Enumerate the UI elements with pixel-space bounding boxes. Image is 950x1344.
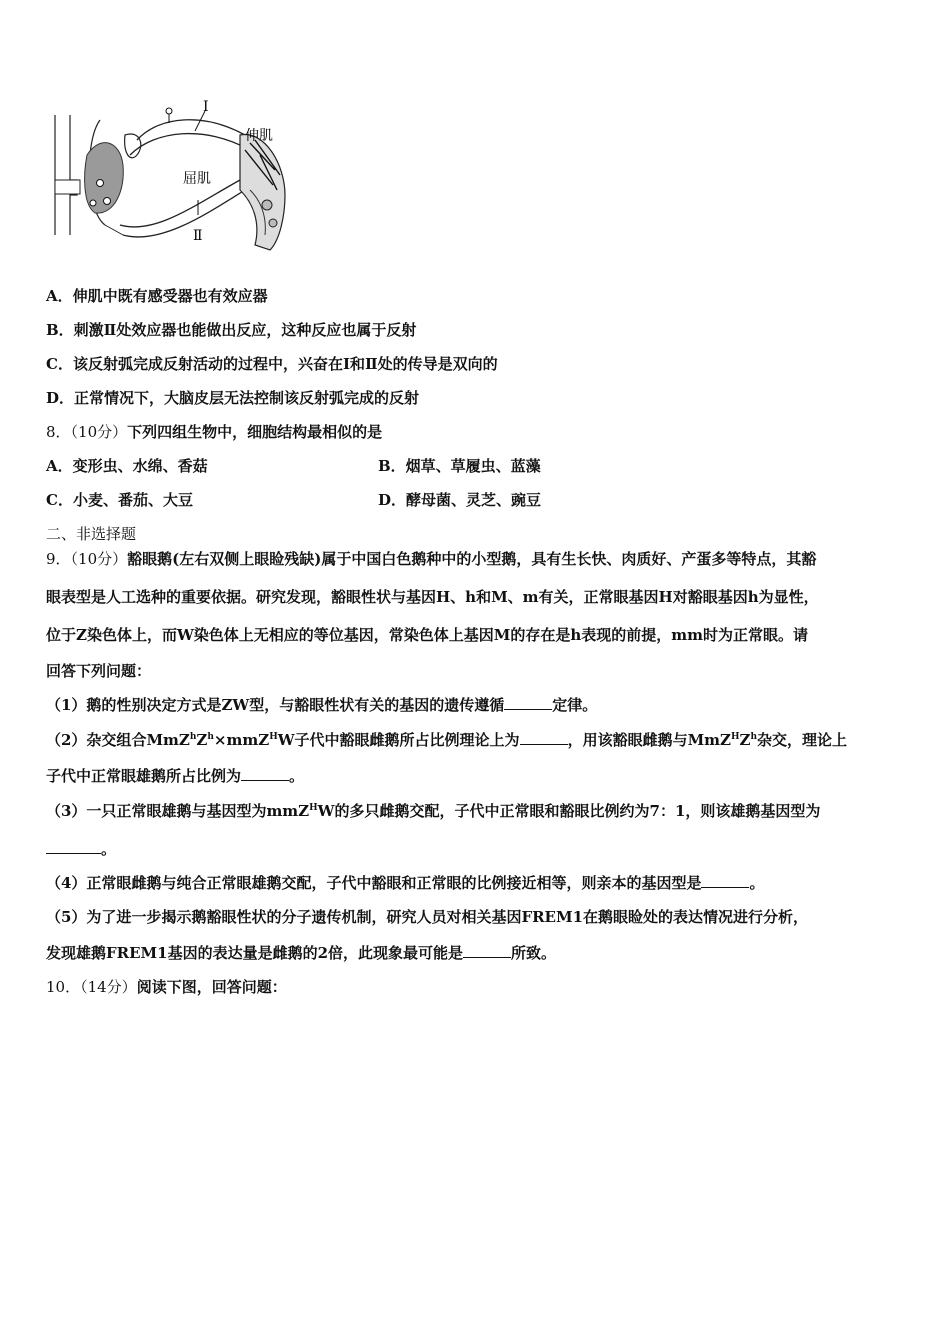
label-I: Ⅰ [203, 99, 209, 115]
sup-H: H [309, 803, 318, 813]
q9-part2 [46, 729, 847, 751]
q9-part2-a: （2）杂交组合MmZ [46, 731, 190, 749]
q9-part5-end: 所致。 [511, 944, 557, 962]
q9-part4-text: （4）正常眼雌鹅与纯合正常眼雄鹅交配，子代中豁眼和正常眼的比例接近相等，则亲本的基因型是 [46, 874, 702, 892]
q7-option-a: A．伸肌中既有感受器也有效应器 [46, 287, 268, 305]
answer-blank[interactable] [520, 730, 568, 745]
q8-option-a: A．变形虫、水绵、香菇 [46, 457, 208, 475]
q9-part2-g: 杂交，理论上 [757, 731, 848, 749]
q9-part1 [46, 694, 597, 716]
q8-number: 8．（10分） [46, 423, 128, 441]
sup-H: H [731, 732, 740, 742]
q10-text: 阅读下图，回答问题： [136, 978, 287, 996]
q8-option-c: C．小麦、番茄、大豆 [46, 491, 193, 509]
q9-text-1: 豁眼鹅(左右双侧上眼睑残缺)属于中国白色鹅种中的小型鹅，具有生长快、肉质好、产蛋多等特点，其豁 [127, 550, 817, 568]
q9-part2-line2-text: 子代中正常眼雄鹅所占比例为 [46, 767, 242, 785]
q7-option-c: C．该反射弧完成反射活动的过程中，兴奋在Ⅰ和Ⅱ处的传导是双向的 [46, 355, 498, 373]
q9-part2-e: ，用该豁眼雌鹅与MmZ [567, 731, 731, 749]
q9-part4-end: 。 [749, 874, 765, 892]
q9-part2-f: Z [739, 731, 751, 749]
q9-part3-line2 [46, 838, 116, 860]
q8-stem [46, 421, 382, 443]
sup-h: h [189, 732, 197, 742]
q9-part2-d: W子代中豁眼雌鹅所占比例理论上为 [277, 731, 520, 749]
q7-option-d: D．正常情况下，大脑皮层无法控制该反射弧完成的反射 [46, 389, 420, 407]
q9-part5-line2-text: 发现雄鹅FREM1基因的表达量是雌鹅的2倍，此现象最可能是 [46, 944, 464, 962]
sup-H: H [269, 732, 278, 742]
q8-option-d: D．酵母菌、灵芝、豌豆 [378, 491, 542, 509]
q10-stem [46, 976, 287, 998]
q9-part4 [46, 872, 764, 894]
q9-part5: （5）为了进一步揭示鹅豁眼性状的分子遗传机制，研究人员对相关基因FREM1在鹅眼睑处的表达情况进行分析， [46, 908, 809, 926]
q8-text: 下列四组生物中，细胞结构最相似的是 [127, 423, 383, 441]
q9-line2: 眼表型是人工选种的重要依据。研究发现，豁眼性状与基因H、h和M、m有关，正常眼基因H对豁眼基因h为显性， [46, 588, 819, 606]
reflex-arc-figure [45, 95, 305, 255]
sup-h: h [750, 732, 758, 742]
answer-blank[interactable] [504, 695, 552, 710]
sup-h: h [207, 732, 214, 742]
section-title: 二、非选择题 [46, 525, 137, 543]
q9-part2-c: ×mmZ [213, 731, 270, 749]
q9-part2-line2 [46, 765, 304, 787]
answer-blank[interactable] [701, 873, 749, 888]
q9-part3-b: W的多只雌鹅交配，子代中正常眼和豁眼比例约为7：1，则该雄鹅基因型为 [317, 802, 821, 820]
q10-number: 10．（14分） [46, 978, 137, 996]
q9-part2-line2-end: 。 [289, 767, 305, 785]
q9-part2-b: Z [196, 731, 208, 749]
q8-option-b: B．烟草、草履虫、蓝藻 [378, 457, 541, 475]
label-extensor: 伸肌 [245, 128, 273, 144]
q9-line3: 位于Z染色体上，而W染色体上无相应的等位基因，常染色体上基因M的存在是h表现的前提，mm时为正常眼。请 [46, 626, 809, 644]
q9-line1 [46, 548, 816, 570]
q9-part5-line2 [46, 942, 556, 964]
q9-part3-end: 。 [101, 840, 117, 858]
label-flexor: 屈肌 [183, 171, 211, 187]
answer-blank[interactable] [241, 766, 289, 781]
label-II: Ⅱ [193, 228, 203, 244]
q9-part3 [46, 800, 820, 822]
q7-option-b: B．刺激Ⅱ处效应器也能做出反应，这种反应也属于反射 [46, 321, 417, 339]
answer-blank[interactable] [463, 943, 511, 958]
q9-part1-end: 定律。 [552, 696, 598, 714]
q9-part1-text: （1）鹅的性别决定方式是ZW型，与豁眼性状有关的基因的遗传遵循 [46, 696, 505, 714]
q9-part3-a: （3）一只正常眼雄鹅与基因型为mmZ [46, 802, 310, 820]
q9-number: 9．（10分） [46, 550, 128, 568]
answer-blank[interactable] [46, 839, 101, 854]
q9-line4: 回答下列问题： [46, 662, 152, 680]
